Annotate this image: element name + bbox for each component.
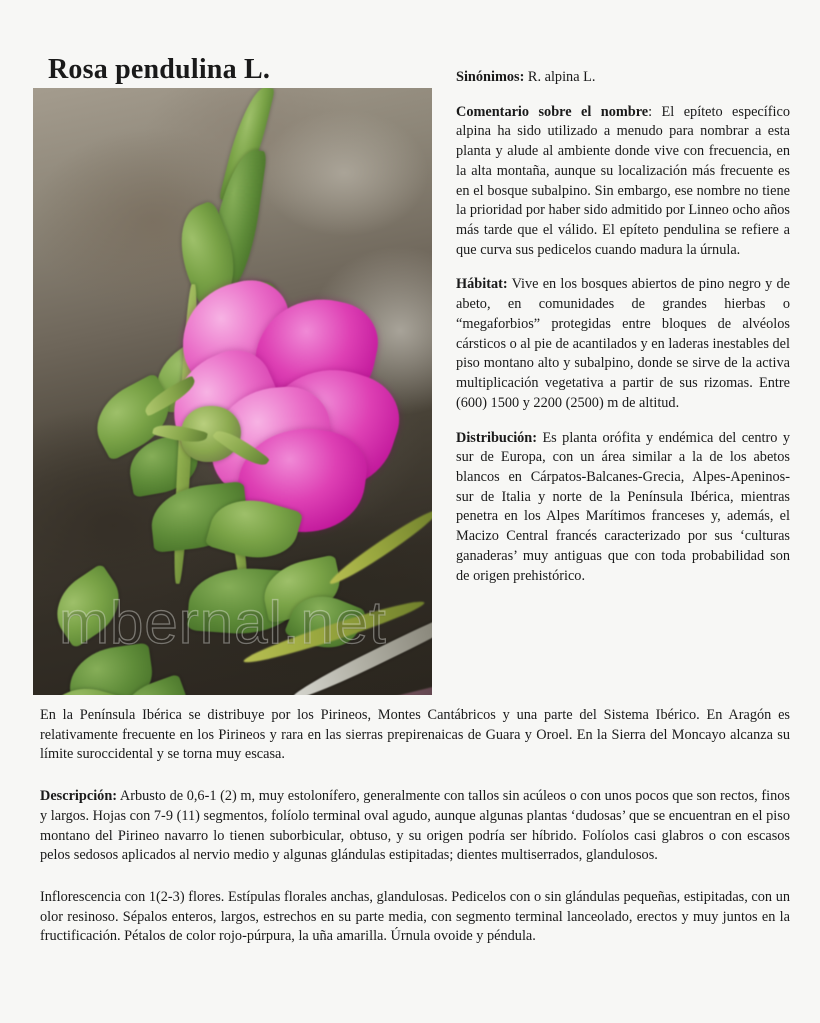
distribution-paragraph [456,429,790,587]
synonyms-paragraph [456,68,790,88]
synonyms-label: Sinónimos: [456,69,525,85]
habitat-paragraph [456,275,790,413]
habitat-text: Vive en los bosques abiertos de pino negro y de abeto, en comunidades de grandes hierbas o “megaforbios” protegidas entre bloques de alvéolos cársticos o al pie de acantilados y en laderas inestables del piso montano alto y subalpino, donde se sirve de la activa multiplicación vegetativa a partir de sus rizomas. Entre (600) 1500 y 2200 (2500) m de altitud. [456,276,790,411]
distribution-label: Distribución: [456,429,538,446]
synonyms-text: R. alpina L. [524,69,596,85]
page-title: Rosa pendulina L. [48,53,271,85]
description-paragraph [40,787,790,866]
name-comment-paragraph [456,103,790,261]
distribution-text: Es planta orófita y endémica del centro y sur de Europa, con un área similar a la de los abetos blancos en Cárpatos-Balcanes-Grecia, Alpes-Apeninos-sur de Italia y norte de la Península Ibérica, mientras penetra en los Alpes Marítimos franceses y, además, el Macizo Central francés caracterizado por sus ‘culturas ganaderas’ muy antiguas que con toda probabilidad son de origen prehistórico. [456,429,790,584]
inflorescence-paragraph: Inflorescencia con 1(2-3) flores. Estípulas florales anchas, glandulosas. Pedicelos con o sin glándulas pequeñas, estipitadas, con un olor resinoso. Sépalos enteros, largos, estrechos en su parte media, con segmento terminal lanceolado, erectos y muy juntos en la fructificación. Pétalos de color rojo-púrpura, la uña amarilla. Úrnula ovoide y péndula. [40,889,790,945]
full-width-text-block [40,706,790,947]
plant-photograph [33,88,432,695]
iberian-distribution-paragraph: En la Península Ibérica se distribuye por los Pirineos, Montes Cantábricos y una parte del Sistema Ibérico. En Aragón es relativamente frecuente en los Pirineos y rara en las sierras prepirenaicas de Guara y Oroel. En la Sierra del Moncayo alcanza su límite suroccidental y se torna muy escasa. [40,707,790,763]
habitat-label: Hábitat: [456,276,508,293]
description-text: Arbusto de 0,6-1 (2) m, muy estolonífero, generalmente con tallos sin acúleos o con unos pocos que son rectos, finos y largos. Hojas con 7-9 (11) segmentos, folíolo terminal oval agudo, aunque algunas plantas ‘dudosas’ que se encuentran en el piso montano del Pirineo navarro lo tienen suborbicular, obtuso, y su origen podría ser híbrido. Folíolos casi glabros o con escasos pelos sedosos aplicados al nervio medio y algunas glándulas estipitadas; dientes multiserrados, glandulosos. [40,788,790,864]
name-comment-text: : El epíteto específico alpina ha sido utilizado a menudo para nombrar a esta planta y alude al ambiente donde vive con frecuencia, en la alta montaña, aunque su localización más frecuente es en el bosque subalpino. Sin embargo, ese nombre no tiene la prioridad por haber sido admitido por Linneo ocho años más tarde que el válido. El epíteto pendulina se refiere a que curva sus pedicelos cuando madura la úrnula. [456,103,790,258]
name-comment-label: Comentario sobre el nombre [456,103,649,120]
leaf-shape [43,563,132,649]
description-label: Descripción: [40,788,118,805]
photo-background [33,88,432,695]
right-text-column [456,68,790,586]
